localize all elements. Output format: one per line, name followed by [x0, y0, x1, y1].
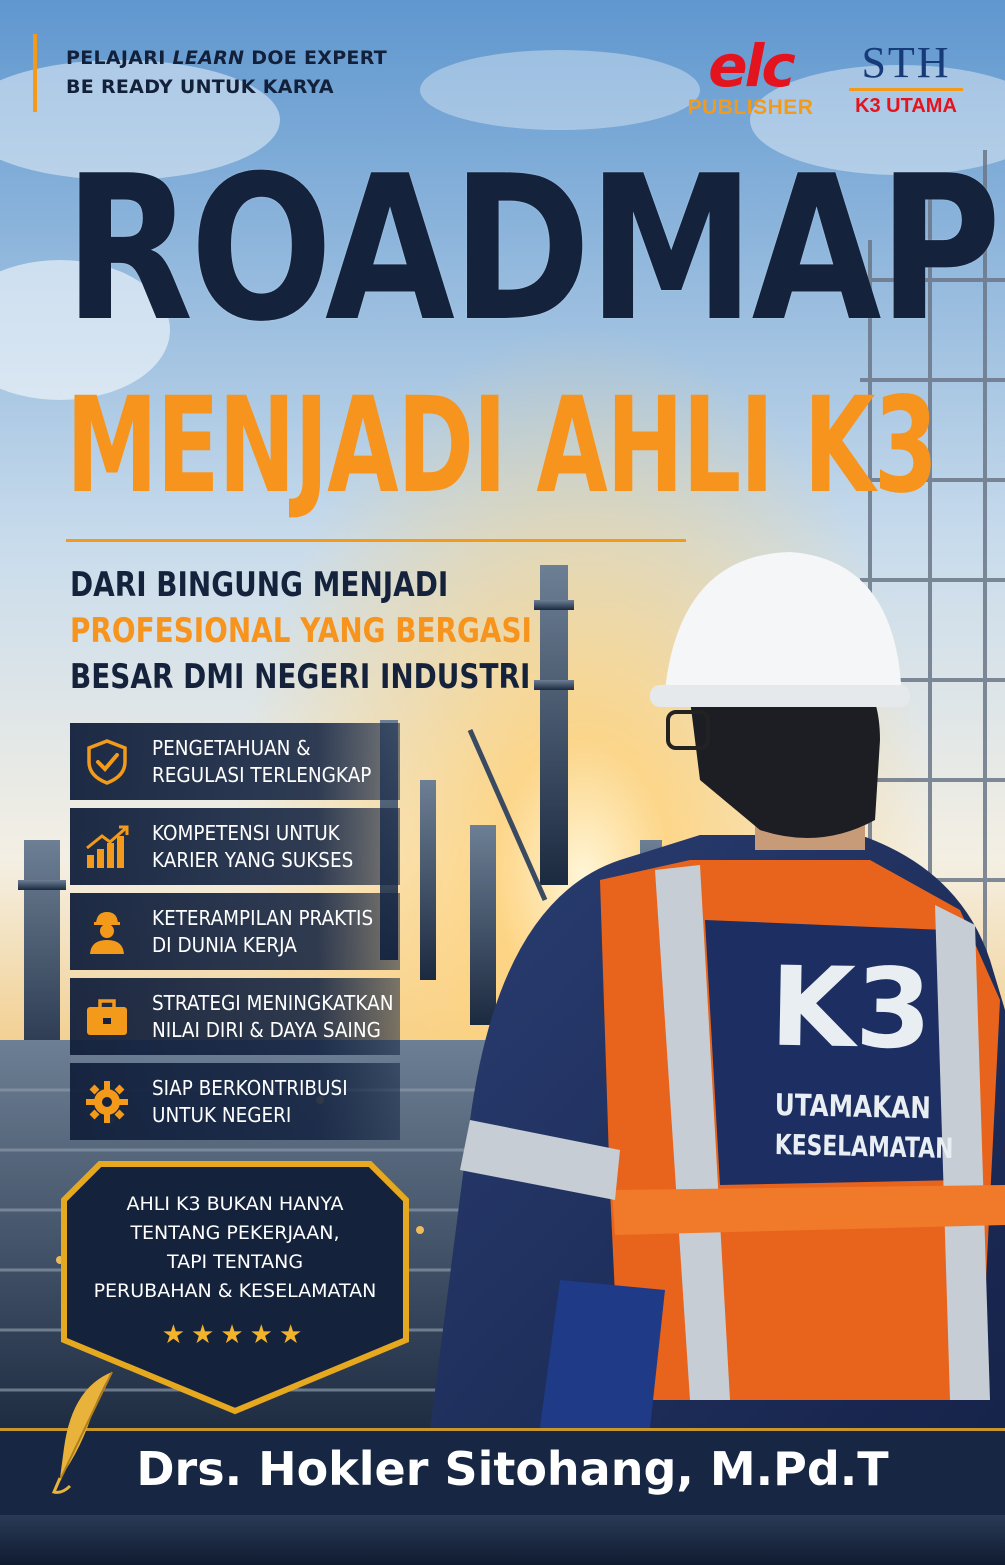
subtitle-line-3: BESAR DMI NEGERI INDUSTRI [70, 657, 531, 697]
tagline-line-1 [66, 44, 387, 73]
feature-label [152, 1075, 348, 1129]
quote-badge-text [90, 1190, 380, 1306]
subtitle-line-1: DARI BINGUNG MENJADI [70, 565, 449, 605]
partner-logo-label: K3 UTAMA [855, 95, 957, 117]
feature-item [70, 1063, 400, 1140]
feature-label [152, 990, 393, 1044]
vest-k3-print: K3 [768, 942, 933, 1074]
quote-line: PERUBAHAN & KESELAMATAN [93, 1280, 377, 1302]
publisher-logo-mark: elc [708, 32, 793, 100]
partner-logo-mark: STH [861, 38, 951, 87]
shield-check-icon [82, 737, 132, 787]
feature-item [70, 978, 400, 1055]
feature-list [70, 723, 400, 1148]
title-divider [66, 539, 686, 542]
quote-line: TAPI TENTANG [166, 1251, 304, 1273]
feature-label [152, 820, 353, 874]
quote-line: TENTANG PEKERJAAN, [130, 1222, 340, 1244]
feature-label [152, 735, 371, 789]
growth-chart-icon [82, 822, 132, 872]
feature-label-line: UNTUK NEGERI [152, 1103, 292, 1127]
tagline-text: DOE EXPERT [244, 47, 388, 69]
partner-logo-divider [849, 88, 963, 91]
bottom-strip [0, 1515, 1005, 1565]
gear-icon [82, 1077, 132, 1127]
feature-label-line: KOMPETENSI UNTUK [152, 821, 340, 845]
feature-label [152, 905, 373, 959]
publisher-logo [683, 32, 818, 120]
tagline [66, 44, 387, 102]
feature-item [70, 723, 400, 800]
tagline-emphasis: LEARN [172, 47, 245, 69]
book-title-secondary: MENJADI AHLI K3 [66, 369, 937, 523]
book-title: ROADMAP [64, 133, 998, 366]
feature-item [70, 808, 400, 885]
vest-slogan-line-1: UTAMAKAN [774, 1088, 932, 1127]
feature-label-line: KARIER YANG SUKSES [152, 848, 354, 872]
feature-label-line: NILAI DIRI & DAYA SAING [152, 1018, 381, 1042]
rating-stars: ★★★★★ [161, 1320, 309, 1350]
feature-item [70, 893, 400, 970]
author-name: Drs. Hokler Sitohang, M.Pd.T [136, 1442, 889, 1496]
feature-label-line: REGULASI TERLENGKAP [152, 763, 372, 787]
tagline-line-2: BE READY UNTUK KARYA [66, 76, 334, 98]
feature-label-line: STRATEGI MENINGKATKAN [152, 991, 394, 1015]
book-subtitle [70, 562, 532, 700]
subtitle-line-2: PROFESIONAL YANG BERGASI [70, 611, 532, 651]
feature-label-line: PENGETAHUAN & [152, 736, 311, 760]
feature-label-line: SIAP BERKONTRIBUSI [152, 1076, 348, 1100]
vest-slogan-line-2: KESELAMATAN [774, 1128, 954, 1165]
tagline-text: PELAJARI [66, 47, 173, 69]
worker-icon [82, 907, 132, 957]
tagline-accent-bar [33, 34, 37, 112]
partner-logo [843, 40, 969, 118]
publisher-logo-label: PUBLISHER [687, 96, 814, 119]
briefcase-icon [82, 992, 132, 1042]
feature-label-line: KETERAMPILAN PRAKTIS [152, 906, 374, 930]
quote-line: AHLI K3 BUKAN HANYA [126, 1193, 344, 1215]
feature-label-line: DI DUNIA KERJA [152, 933, 297, 957]
